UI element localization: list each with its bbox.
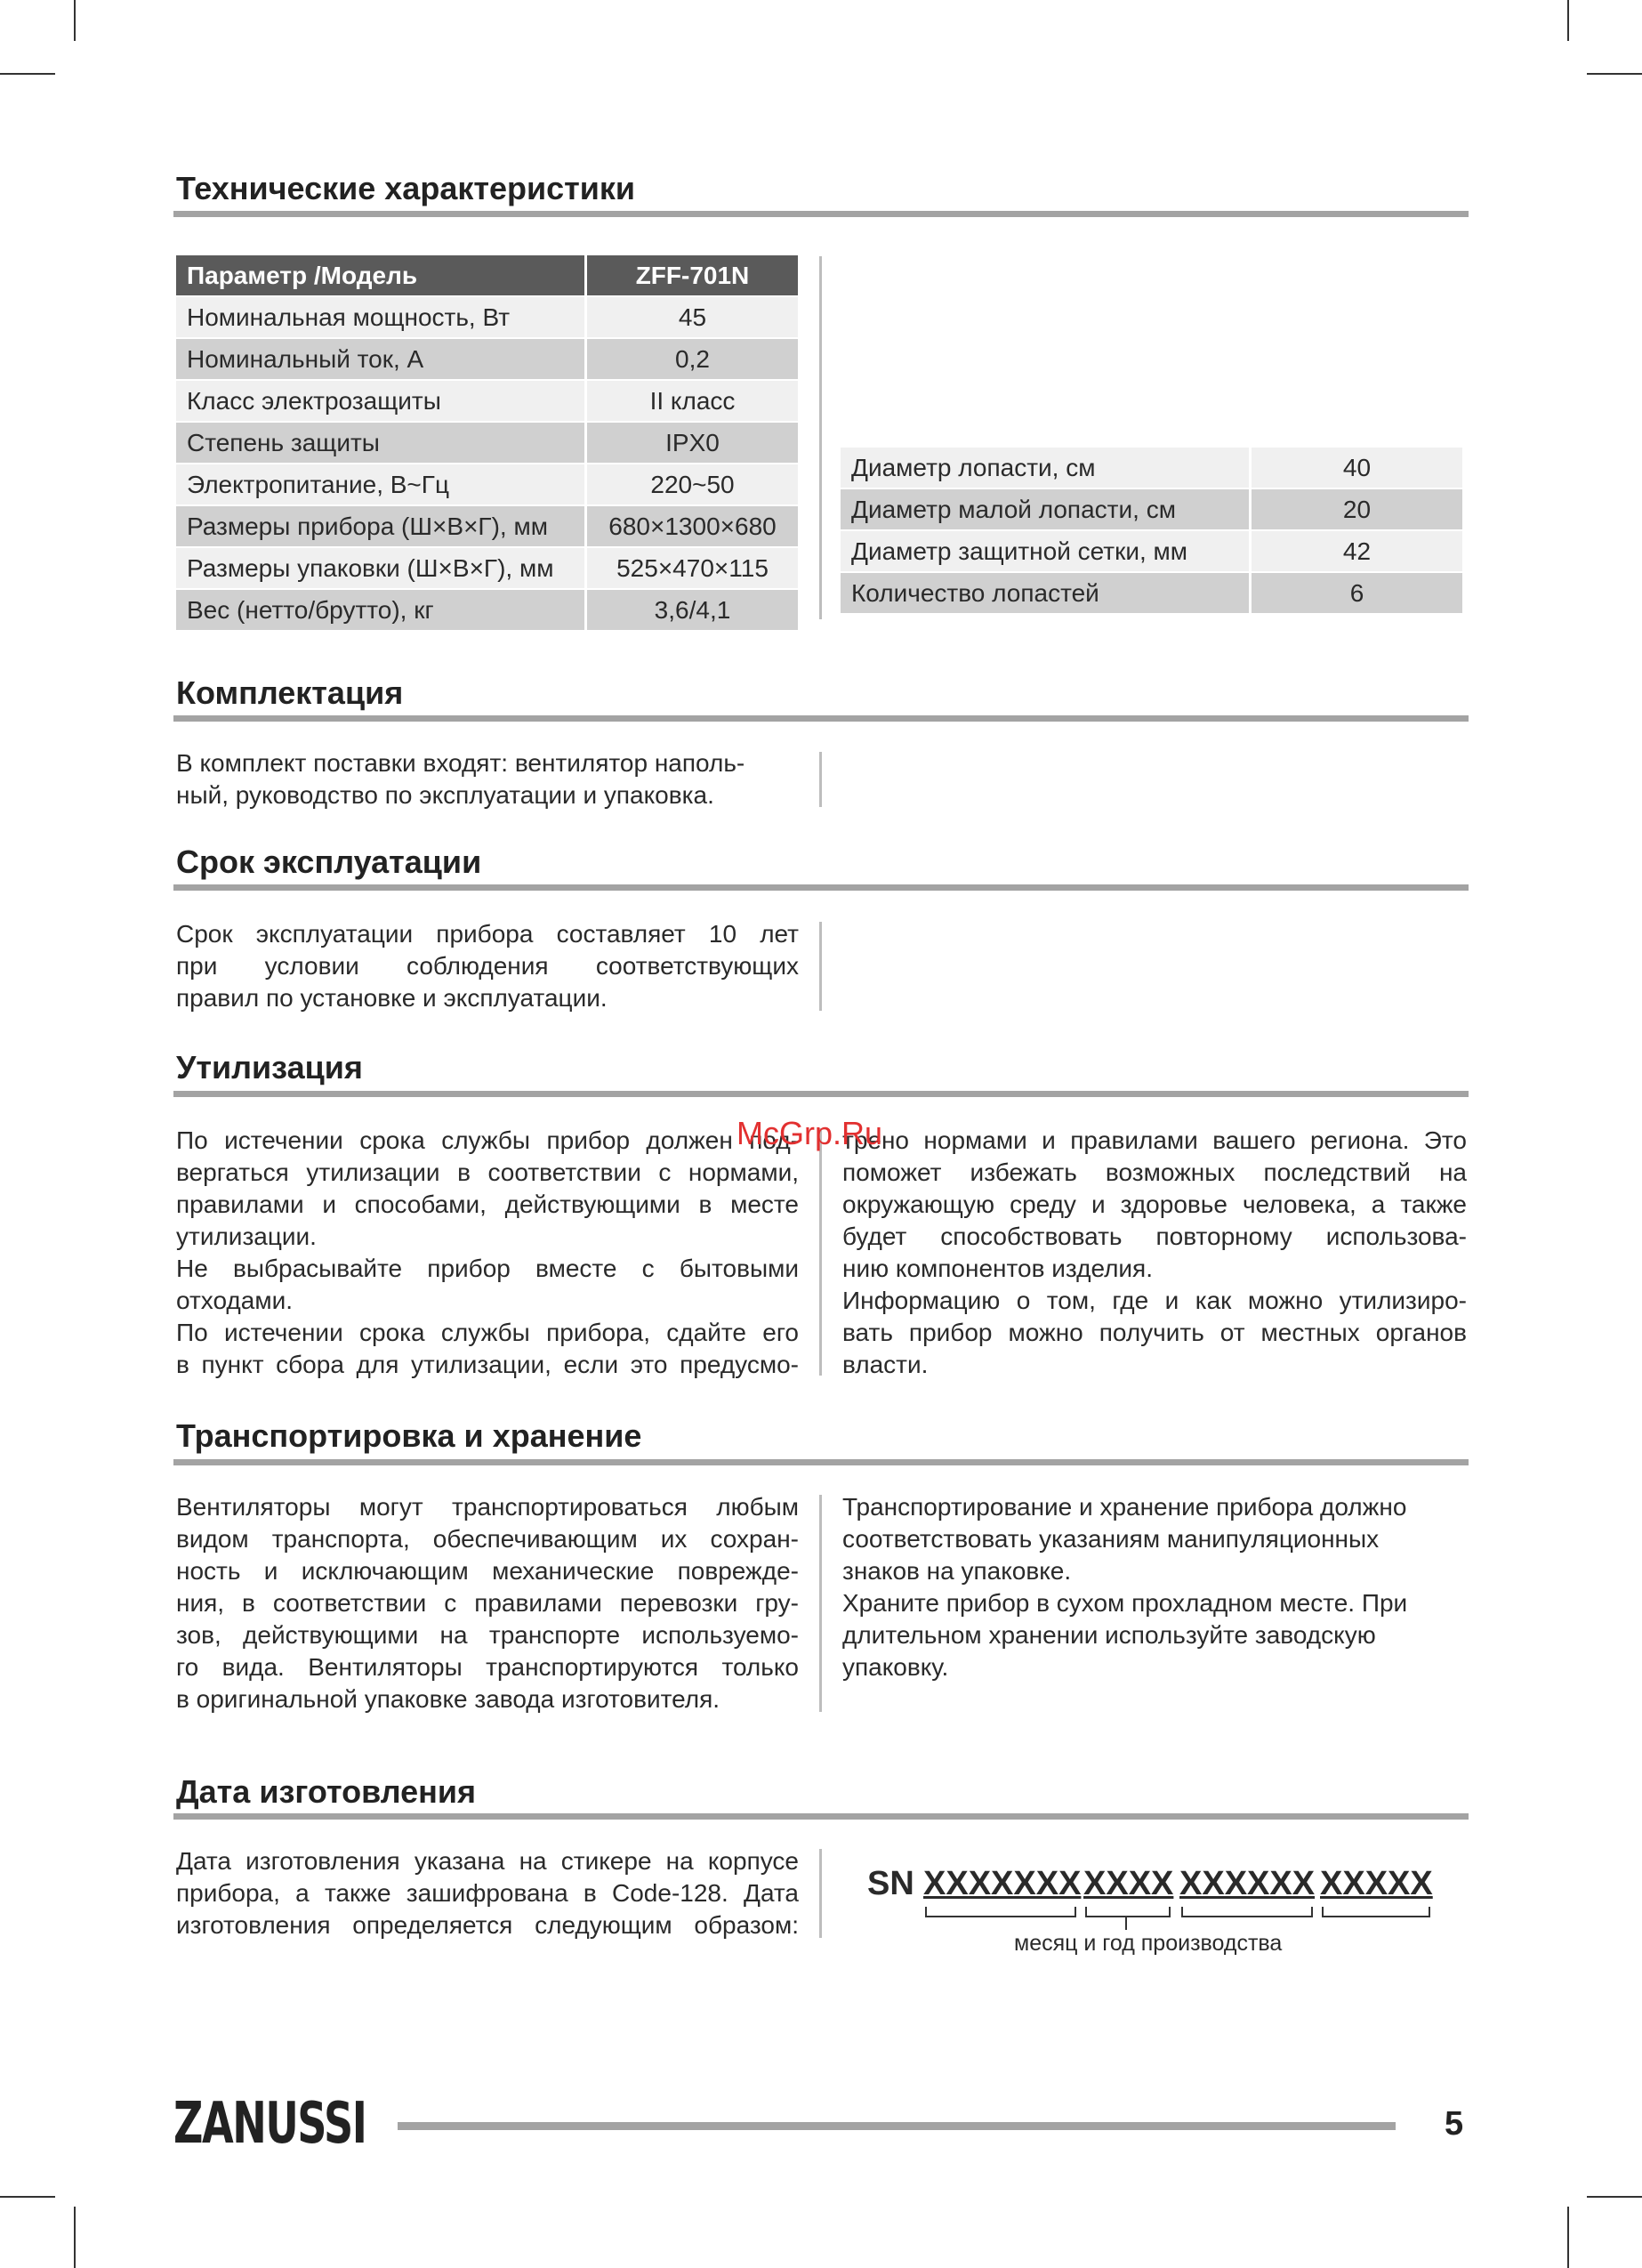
page-number: 5 — [1445, 2105, 1464, 2143]
text-line: окружающую среду и здоровье человека, а также — [842, 1190, 1467, 1218]
text-line: отходами. — [176, 1287, 294, 1314]
text-line: изготовления определяется следующим образом: — [176, 1911, 799, 1939]
bracket — [1181, 1907, 1313, 1917]
row-value: 680×1300×680 — [586, 505, 800, 547]
row-label: Номинальная мощность, Вт — [176, 296, 586, 338]
crop-mark — [1567, 2207, 1569, 2268]
text-line: при условии соблюдения соответствующих — [176, 952, 799, 980]
crop-mark — [74, 2207, 76, 2268]
row-label: Количество лопастей — [841, 572, 1251, 614]
table-row — [176, 422, 800, 464]
table-row — [176, 589, 800, 631]
text-line: власти. — [842, 1351, 929, 1378]
row-label: Степень защиты — [176, 422, 586, 464]
table-row — [841, 530, 1464, 572]
text-line: прибора, а также зашифрована в Code-128. Дата — [176, 1879, 799, 1907]
text-line: Не выбрасывайте прибор вместе с бытовыми — [176, 1255, 799, 1282]
text-line: вать прибор можно получить от местных органов — [842, 1319, 1467, 1346]
row-value: 20 — [1251, 488, 1464, 530]
table-row — [176, 464, 800, 505]
column-divider — [819, 256, 822, 619]
text-line: ный, руководство по эксплуатации и упаковка. — [176, 781, 714, 809]
footer-rule — [398, 2122, 1396, 2130]
row-label: Размеры упаковки (Ш×В×Г), мм — [176, 547, 586, 589]
text-line: Вентиляторы могут транспортироваться любым — [176, 1493, 799, 1521]
section-rule — [173, 715, 1469, 722]
row-label: Диаметр лопасти, см — [841, 448, 1251, 488]
section-rule — [173, 1091, 1469, 1097]
spec-table — [176, 255, 801, 632]
text-line: Транспортирование и хранение прибора должно — [842, 1493, 1407, 1521]
text-line: вергаться утилизации в соответствии с нормами, — [176, 1158, 799, 1186]
column-divider — [819, 1495, 822, 1712]
bracket — [925, 1907, 1076, 1917]
row-value: 3,6/4,1 — [586, 589, 800, 631]
text-line: в пункт сбора для утилизации, если это предусмо- — [176, 1351, 799, 1378]
row-label: Диаметр малой лопасти, см — [841, 488, 1251, 530]
text-line: видом транспорта, обеспечивающим их сохран- — [176, 1525, 799, 1553]
text-line: Дата изготовления указана на стикере на корпусе — [176, 1847, 799, 1875]
row-value: 40 — [1251, 448, 1464, 488]
text-line: ность и исключающим механические поврежде- — [176, 1557, 799, 1585]
row-value: II класс — [586, 380, 800, 422]
table-row — [841, 572, 1464, 614]
text-line: Храните прибор в сухом прохладном месте. При — [842, 1589, 1408, 1617]
section-rule — [173, 211, 1469, 217]
section-rule — [173, 1813, 1469, 1820]
life-title: Срок эксплуатации — [176, 843, 482, 880]
text-line: будет способствовать повторному использова- — [842, 1223, 1467, 1250]
table-row — [176, 380, 800, 422]
column-divider — [819, 1849, 822, 1938]
text-line: По истечении срока службы прибора, сдайте его — [176, 1319, 799, 1346]
text-line: По истечении срока службы прибор должен под- — [176, 1126, 799, 1154]
crop-mark — [1587, 73, 1642, 75]
spec-table-header-model: ZFF-701N — [586, 255, 800, 296]
disposal-left-text — [176, 1125, 799, 1381]
row-label: Номинальный ток, А — [176, 338, 586, 380]
date-title: Дата изготовления — [176, 1773, 477, 1810]
text-line: утилизации. — [176, 1223, 317, 1250]
column-divider — [819, 922, 822, 1011]
section-rule — [173, 884, 1469, 891]
row-value: 220~50 — [586, 464, 800, 505]
table-row — [841, 448, 1464, 488]
disposal-right-text — [842, 1125, 1467, 1381]
specs-title: Технические характеристики — [176, 170, 636, 206]
transport-right-text — [842, 1491, 1467, 1683]
life-text — [176, 918, 799, 1014]
table-row — [176, 547, 800, 589]
table-row — [176, 296, 800, 338]
text-line: в оригинальной упаковке завода изготовителя. — [176, 1685, 720, 1713]
row-value: 42 — [1251, 530, 1464, 572]
sn-group-date: XXXX — [1083, 1865, 1174, 1902]
text-line: знаков на упаковке. — [842, 1557, 1072, 1585]
row-value: 6 — [1251, 572, 1464, 614]
watermark: McGrp.Ru — [736, 1115, 883, 1151]
row-value: 45 — [586, 296, 800, 338]
sn-group-suffix: XXXXX — [1320, 1865, 1433, 1902]
sn-prefix: SN — [867, 1865, 914, 1902]
text-line: длительном хранении используйте заводскую — [842, 1621, 1376, 1649]
spec-table-header-param: Параметр /Модель — [176, 255, 586, 296]
row-label: Размеры прибора (Ш×В×Г), мм — [176, 505, 586, 547]
text-line: правилами и способами, действующими в месте — [176, 1190, 799, 1218]
text-line: упаковку. — [842, 1653, 949, 1681]
column-divider — [819, 1128, 822, 1376]
blade-table — [841, 448, 1465, 615]
section-rule — [173, 1459, 1469, 1465]
sn-group-serial: XXXXXXX — [923, 1865, 1082, 1902]
date-caption: месяц и год производства — [1014, 1931, 1283, 1956]
crop-mark — [74, 0, 76, 41]
table-row — [841, 488, 1464, 530]
text-line: соответствовать указаниям манипуляционных — [842, 1525, 1380, 1553]
row-label: Диаметр защитной сетки, мм — [841, 530, 1251, 572]
text-line: го вида. Вентиляторы транспортируются только — [176, 1653, 799, 1681]
text-line: правил по установке и эксплуатации. — [176, 984, 608, 1012]
row-value: IPX0 — [586, 422, 800, 464]
text-line: ния, в соответствии с правилами перевозки гру- — [176, 1589, 799, 1617]
date-text — [176, 1845, 799, 1941]
kit-title: Комплектация — [176, 674, 404, 711]
row-label: Вес (нетто/брутто), кг — [176, 589, 586, 631]
text-line: нию компонентов изделия. — [842, 1255, 1154, 1282]
column-divider — [819, 752, 822, 807]
crop-mark — [0, 73, 55, 75]
table-row — [176, 505, 800, 547]
crop-mark — [0, 2196, 55, 2198]
row-value: 0,2 — [586, 338, 800, 380]
kit-text — [176, 747, 799, 811]
bracket-date — [1085, 1907, 1171, 1917]
text-line: Информацию о том, где и как можно утилизиро- — [842, 1287, 1467, 1314]
crop-mark — [1567, 0, 1569, 41]
row-value: 525×470×115 — [586, 547, 800, 589]
bracket — [1322, 1907, 1430, 1917]
text-line: зов, действующими на транспорте используемо- — [176, 1621, 799, 1649]
text-line: трено нормами и правилами вашего региона. Это — [842, 1126, 1467, 1154]
text-line: поможет избежать возможных последствий на — [842, 1158, 1467, 1186]
row-label: Электропитание, В~Гц — [176, 464, 586, 505]
text-line: В комплект поставки входят: вентилятор наполь- — [176, 749, 745, 777]
text-line: Срок эксплуатации прибора составляет 10 лет — [176, 920, 799, 948]
row-label: Класс электрозащиты — [176, 380, 586, 422]
sn-group-code: XXXXXX — [1179, 1865, 1316, 1902]
crop-mark — [1587, 2196, 1642, 2198]
transport-left-text — [176, 1491, 799, 1715]
transport-title: Транспортировка и хранение — [176, 1417, 642, 1454]
disposal-title: Утилизация — [176, 1049, 363, 1086]
table-row — [176, 338, 800, 380]
zanussi-logo: ZANUSSI — [173, 2091, 366, 2157]
